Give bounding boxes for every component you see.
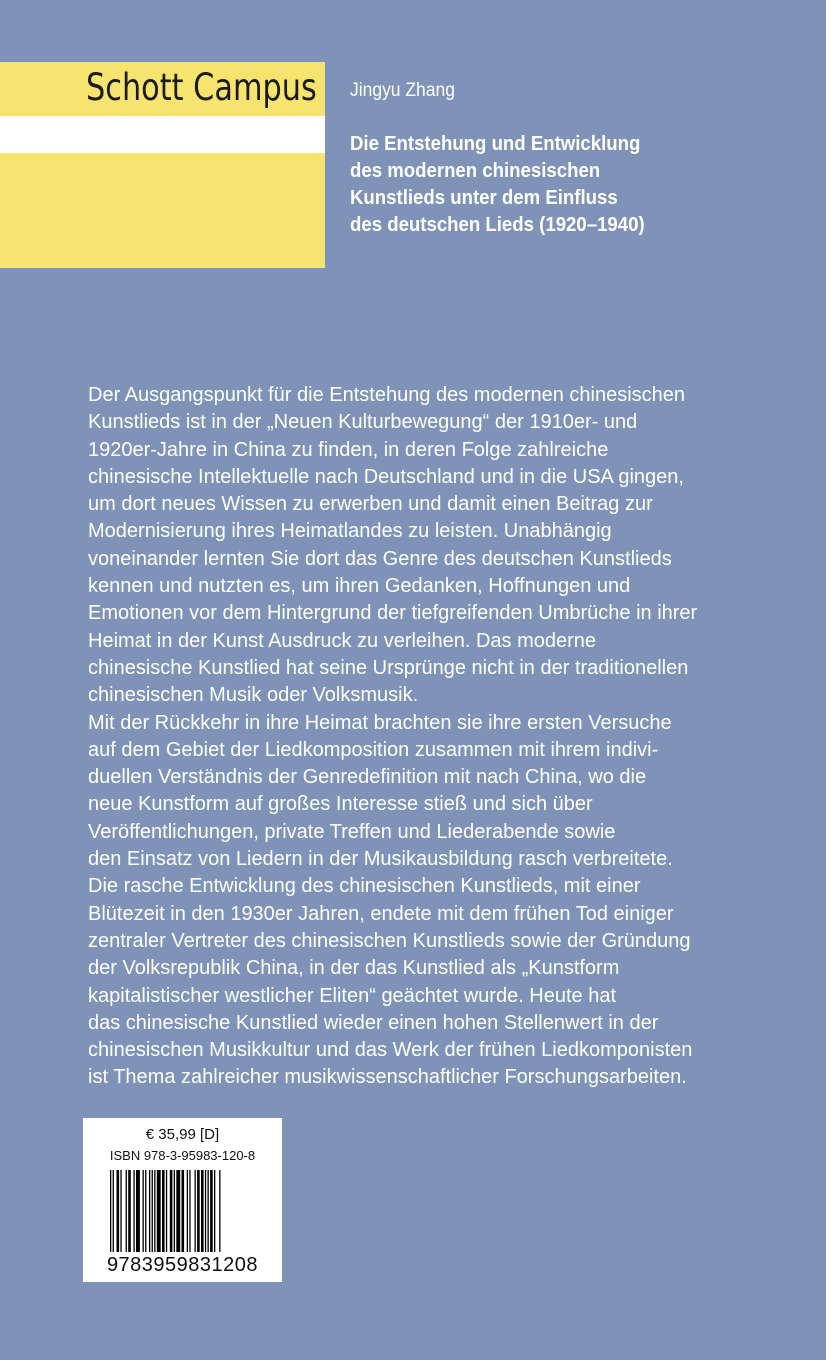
barcode-bar [182, 1170, 185, 1252]
barcode-bar [176, 1170, 180, 1252]
barcode-bar [189, 1170, 190, 1252]
price: € 35,99 [D] [145, 1126, 220, 1143]
title-line: des modernen chinesischen [350, 160, 601, 182]
blurb-line: Veröffentlichungen, private Treffen und Liederabende sowie [88, 820, 616, 843]
barcode-bar [187, 1170, 188, 1252]
barcode-bar [152, 1170, 153, 1252]
isbn: ISBN 978-3-95983-120-8 [109, 1148, 256, 1163]
barcode-bar [154, 1170, 155, 1252]
barcode-bar [149, 1170, 150, 1252]
blurb-line: um dort neues Wissen zu erwerben und damit einen Beitrag zur [88, 493, 653, 516]
barcode-bar [117, 1170, 120, 1252]
blurb-line: auf dem Gebiet der Liedkomposition zusammen mit ihrem indivi- [88, 738, 659, 761]
barcode-bar [128, 1170, 131, 1252]
blurb-line: Emotionen vor dem Hintergrund der tiefgreifenden Umbrüche in ihrer [88, 602, 698, 625]
blurb-line: Blütezeit in den 1930er Jahren, endete mit dem frühen Tod einiger [88, 902, 674, 925]
barcode-bar [201, 1170, 204, 1252]
title-line: Kunstlieds unter dem Einfluss [350, 187, 618, 209]
blurb-line: zentraler Vertreter des chinesischen Kunstlieds sowie der Gründung [88, 929, 691, 952]
barcode-bar [110, 1170, 111, 1252]
blurb-line: Kunstlieds ist in der „Neuen Kulturbewegung“ der 1910er- und [88, 411, 638, 434]
barcode-bar [113, 1170, 114, 1252]
blurb-line: chinesischen Musikkultur und das Werk der frühen Liedkomponisten [88, 1039, 693, 1062]
blurb-line: Modernisierung ihres Heimatlandes zu leisten. Unabhängig [88, 520, 612, 543]
blurb-line: chinesische Intellektuelle nach Deutschland und in die USA gingen, [88, 465, 684, 488]
blurb-line: chinesische Kunstlied hat seine Ursprünge nicht in der traditionellen [88, 656, 689, 679]
ean-number: 9783959831208 [106, 1254, 259, 1276]
barcode-bar [214, 1170, 215, 1252]
blurb-line: neue Kunstform auf großes Interesse stieß und sich über [88, 793, 593, 816]
blurb-text [88, 382, 697, 1092]
blurb-line: Heimat in der Kunst Ausdruck zu verleihen. Das moderne [88, 629, 597, 652]
blurb-line: 1920er-Jahre in China zu finden, in deren Folge zahlreiche [88, 438, 609, 461]
blurb-line: das chinesische Kunstlied wieder einen hohen Stellenwert in der [88, 1011, 659, 1034]
barcode-bar [166, 1170, 167, 1252]
barcode-bar [162, 1170, 165, 1252]
blurb-line: Mit der Rückkehr in ihre Heimat brachten sie ihre ersten Versuche [88, 711, 672, 734]
barcode-bar [210, 1170, 213, 1252]
barcode-bar [219, 1170, 220, 1252]
barcode-label [83, 1118, 282, 1282]
barcode-bar [157, 1170, 161, 1252]
barcode-bar [174, 1170, 175, 1252]
barcode-bar [195, 1170, 196, 1252]
barcode-bar [208, 1170, 209, 1252]
barcode-bar [133, 1170, 134, 1252]
barcode-bar [145, 1170, 146, 1252]
blurb-line: Die rasche Entwicklung des chinesischen Kunstlieds, mit einer [88, 875, 641, 898]
blurb-line: voneinander lernten Sie dort das Genre des deutschen Kunstlieds [88, 547, 672, 570]
barcode-bar [136, 1170, 140, 1252]
book-title [350, 131, 645, 239]
author-name: Jingyu Zhang [350, 80, 455, 101]
barcode-bar [205, 1170, 206, 1252]
title-line: des deutschen Lieds (1920–1940) [350, 214, 645, 236]
blurb-line: chinesischen Musik oder Volksmusik. [88, 684, 419, 707]
blurb-line: Der Ausgangspunkt für die Entstehung des modernen chinesischen [88, 384, 686, 406]
barcode-bar [143, 1170, 144, 1252]
barcode-bar [120, 1170, 121, 1252]
series-white-stripe [0, 116, 325, 153]
blurb-line: duellen Verständnis der Genredefinition mit nach China, wo die [88, 766, 647, 789]
barcode-bars [110, 1170, 256, 1252]
barcode-bar [170, 1170, 173, 1252]
blurb-line: den Einsatz von Liedern in der Musikausbildung rasch verbreitete. [88, 848, 673, 871]
title-line: Die Entstehung und Entwicklung [350, 133, 641, 155]
blurb-line: ist Thema zahlreicher musikwissenschaftlicher Forschungsarbeiten. [88, 1066, 687, 1089]
barcode-bar [126, 1170, 127, 1252]
series-name: Schott Campus [86, 66, 317, 109]
barcode-bar [197, 1170, 200, 1252]
blurb-line: kapitalistischer westlicher Eliten“ geächtet wurde. Heute hat [88, 984, 617, 1007]
blurb-line: kennen und nutzten es, um ihren Gedanken, Hoffnungen und [88, 575, 631, 598]
blurb-line: der Volksrepublik China, in der das Kunstlied als „Kunstform [88, 957, 620, 980]
